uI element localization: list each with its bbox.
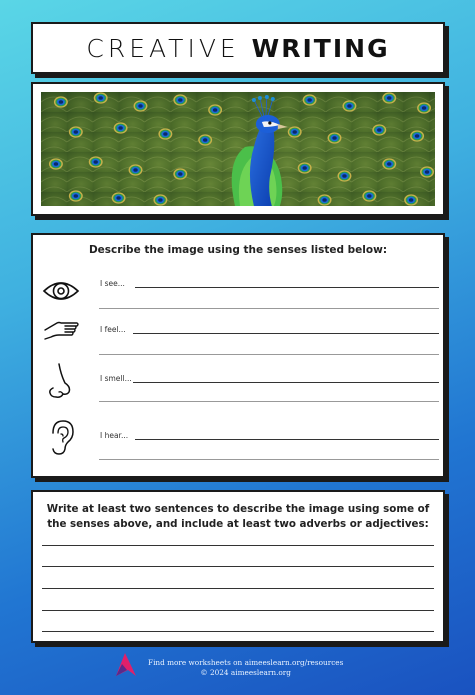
answer-line[interactable] xyxy=(133,333,439,334)
answer-line[interactable] xyxy=(99,401,439,402)
senses-card xyxy=(31,233,445,478)
nose-icon xyxy=(41,361,81,401)
peacock-image xyxy=(41,92,435,206)
answer-line[interactable] xyxy=(135,287,439,288)
hand-icon xyxy=(41,313,81,353)
image-card xyxy=(31,82,445,216)
writing-card xyxy=(31,490,445,643)
writing-line[interactable] xyxy=(42,545,434,546)
footer-text xyxy=(148,658,343,678)
sense-label-hear: I hear... xyxy=(100,431,129,440)
sense-label-see: I see... xyxy=(100,279,125,288)
answer-line[interactable] xyxy=(135,439,439,440)
ear-icon xyxy=(41,417,81,457)
page-title xyxy=(86,34,389,63)
aimees-learn-logo[interactable] xyxy=(113,652,137,678)
sense-label-smell: I smell... xyxy=(100,374,132,383)
writing-line[interactable] xyxy=(42,566,434,567)
footer-link[interactable]: Find more worksheets on aimeeslearn.org/resources xyxy=(148,658,344,667)
title-light: CREATIVE xyxy=(86,33,240,63)
sense-label-feel: I feel... xyxy=(100,325,126,334)
answer-line[interactable] xyxy=(99,354,439,355)
writing-prompt: Write at least two sentences to describe the image using some of the senses above, and include at least two adverbs or adjectives: xyxy=(46,503,430,530)
title-card xyxy=(31,22,445,74)
answer-line[interactable] xyxy=(99,459,439,460)
title-bold: WRITING xyxy=(251,33,390,63)
footer-copyright: © 2024 aimeeslearn.org xyxy=(200,668,291,677)
footer xyxy=(0,652,475,686)
senses-heading: Describe the image using the senses listed below: xyxy=(88,244,388,256)
writing-line[interactable] xyxy=(42,588,434,589)
eye-icon xyxy=(41,271,81,311)
answer-line[interactable] xyxy=(99,308,439,309)
answer-line[interactable] xyxy=(133,382,439,383)
writing-line[interactable] xyxy=(42,610,434,611)
writing-line[interactable] xyxy=(42,631,434,632)
